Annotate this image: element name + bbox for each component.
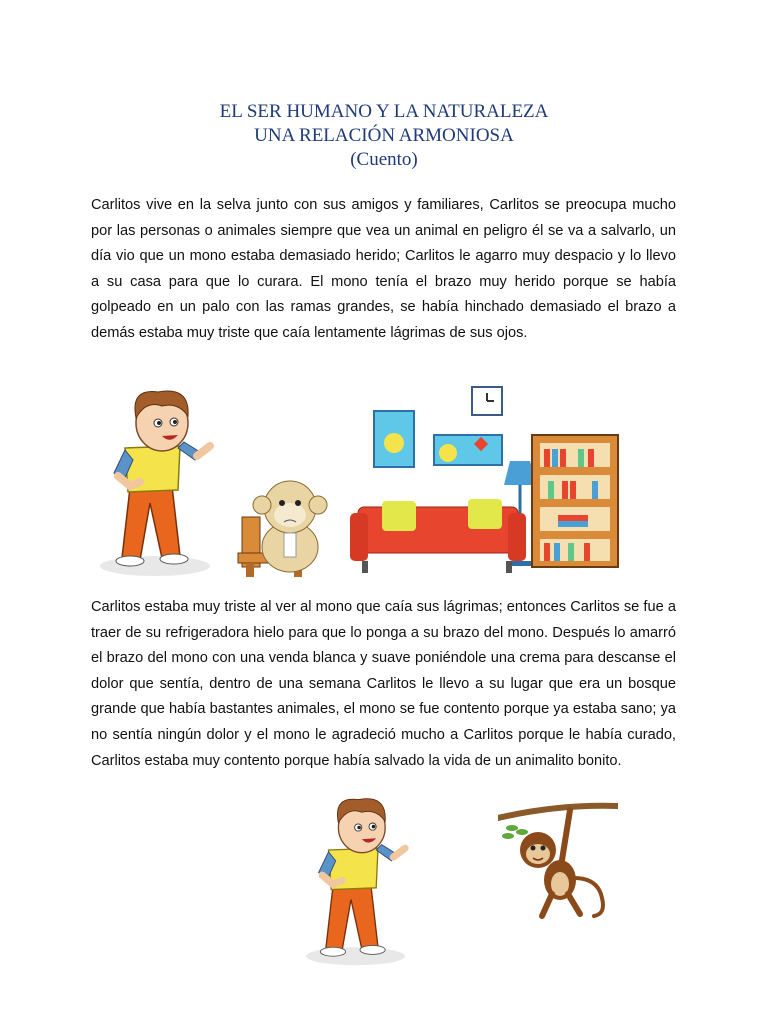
story-title [0, 100, 768, 172]
title-line-1: EL SER HUMANO Y LA NATURALEZA [219, 101, 549, 122]
boy-illustration [100, 378, 220, 578]
paragraph-1: Carlitos vive en la selva junto con sus amigos y familiares, Carlitos se preocupa mucho por las personas o animales siempre que vea un animal en peligro él se va a salvarlo, un día vio que un mono estaba demasiado herido; Carlitos le agarro muy despacio y lo llevo a su casa para que lo curara. El mono tenía el brazo muy herido porque se había golpeado en un palo con las ramas grandes, se había hinchado demasiado el brazo a demás estaba muy triste que caía lentamente lágrimas de sus ojos. [91, 197, 676, 341]
hanging-monkey-illustration [498, 798, 618, 928]
title-line-2: UNA RELACIÓN ARMONIOSA [254, 125, 514, 146]
living-room-illustration [348, 385, 623, 580]
paragraph-2: Carlitos estaba muy triste al ver al mono que caía sus lágrimas; entonces Carlitos se fue a traer de su refrigeradora hielo para que lo ponga a su brazo del mono. Después lo amarró el brazo del mono con una venda blanca y suave poniéndole una crema para descanse el dolor que sentía, dentro de una semana Carlitos le llevo a su lugar que era un bosque grande que había bastantes animales, el mono se fue contento porque ya estaba sano; ya no sentía ningún dolor y el mono le agradeció mucho a Carlitos porque le había curado, Carlitos estaba muy contento porque había salvado la vida de un animalito bonito. [91, 599, 676, 769]
title-line-3: (Cuento) [350, 149, 418, 170]
sad-monkey-illustration [232, 475, 342, 580]
boy-illustration [290, 787, 430, 967]
